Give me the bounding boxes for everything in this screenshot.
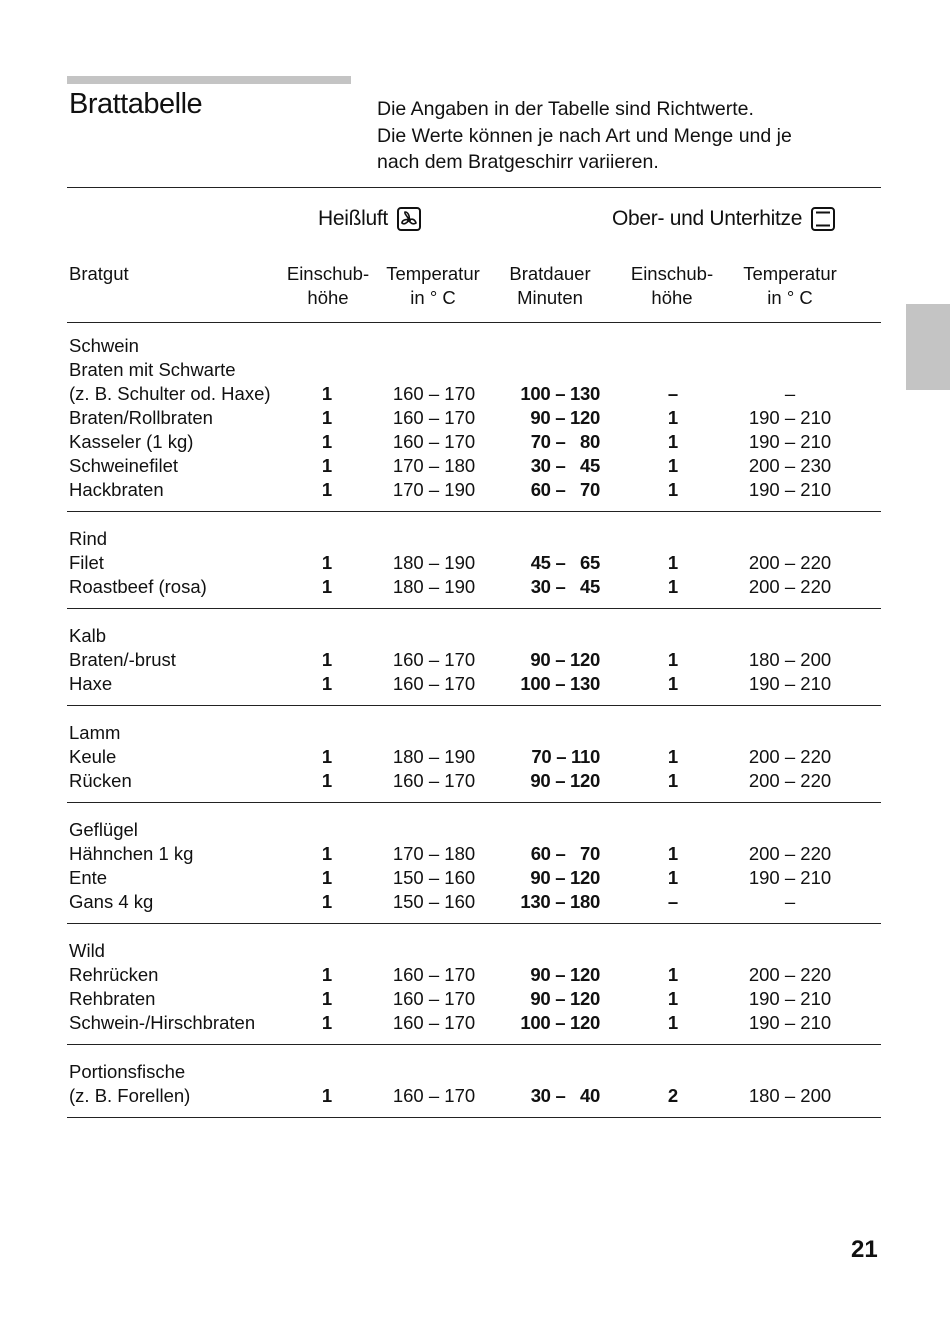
temperature-oberunter: 200 – 220 xyxy=(748,746,832,767)
col-header-bratdauer xyxy=(498,262,602,310)
col-header-text: in ° C xyxy=(767,287,813,308)
category-label: Kalb xyxy=(69,625,107,646)
table-row xyxy=(0,406,950,430)
shelf-level-heissluft: 1 xyxy=(321,843,333,864)
shelf-level-heissluft: 1 xyxy=(321,479,333,500)
temperature-heissluft: 150 – 160 xyxy=(392,867,476,888)
temperature-oberunter: 190 – 210 xyxy=(748,479,832,500)
table-row xyxy=(0,1011,950,1035)
roast-duration: 90 – 120 xyxy=(530,867,600,888)
shelf-level-heissluft: 1 xyxy=(321,552,333,573)
group-label-heissluft: Heißluft xyxy=(318,207,388,230)
shelf-level-oberunter: 1 xyxy=(667,770,679,791)
item-name: Keule xyxy=(69,746,117,767)
col-header-einschub2 xyxy=(620,262,724,310)
category-label: Portionsfische xyxy=(69,1061,186,1082)
item-name: Rücken xyxy=(69,770,132,791)
item-name: Braten/-brust xyxy=(69,649,176,670)
item-name: Haxe xyxy=(69,673,113,694)
item-name: Braten mit Schwarte xyxy=(69,359,236,380)
section-heading xyxy=(0,939,950,963)
top-bottom-heat-icon xyxy=(810,206,836,232)
col-header-text: Temperatur xyxy=(386,263,480,284)
table-row xyxy=(0,454,950,478)
roast-duration: 30 – 40 xyxy=(530,1085,600,1106)
temperature-heissluft: 160 – 170 xyxy=(392,1012,476,1033)
shelf-level-oberunter: – xyxy=(667,891,679,912)
col-header-temp2 xyxy=(736,262,844,310)
intro-line: Die Werte können je nach Art und Menge und je xyxy=(377,124,792,147)
shelf-level-heissluft: 1 xyxy=(321,383,333,404)
item-name: Ente xyxy=(69,867,108,888)
group-header-heissluft xyxy=(318,206,422,232)
table-row xyxy=(0,769,950,793)
temperature-oberunter: 200 – 230 xyxy=(748,455,832,476)
col-header-text: Bratgut xyxy=(69,263,129,284)
group-header-oberunter xyxy=(612,206,836,232)
col-header-text: Einschub- xyxy=(630,263,714,284)
roast-duration: 100 – 130 xyxy=(520,383,600,404)
temperature-heissluft: 160 – 170 xyxy=(392,673,476,694)
temperature-heissluft: 170 – 180 xyxy=(392,843,476,864)
table-row xyxy=(0,648,950,672)
item-name: Gans 4 kg xyxy=(69,891,154,912)
shelf-level-heissluft: 1 xyxy=(321,770,333,791)
section-heading xyxy=(0,1060,950,1084)
temperature-oberunter: 200 – 220 xyxy=(748,576,832,597)
shelf-level-heissluft: 1 xyxy=(321,867,333,888)
shelf-level-heissluft: 1 xyxy=(321,576,333,597)
shelf-level-heissluft: 1 xyxy=(321,1012,333,1033)
intro-line: nach dem Bratgeschirr variieren. xyxy=(377,151,659,173)
temperature-heissluft: 160 – 170 xyxy=(392,964,476,985)
section-rule xyxy=(67,705,881,706)
col-header-text: Minuten xyxy=(517,287,583,308)
col-header-bratgut xyxy=(69,262,129,286)
temperature-oberunter: 190 – 210 xyxy=(748,407,832,428)
roast-duration: 130 – 180 xyxy=(520,891,600,912)
col-header-text: Temperatur xyxy=(743,263,837,284)
temperature-oberunter: 200 – 220 xyxy=(748,843,832,864)
category-label: Wild xyxy=(69,940,105,961)
shelf-level-oberunter: 1 xyxy=(667,576,679,597)
temperature-oberunter: – xyxy=(784,891,796,912)
shelf-level-oberunter: 1 xyxy=(667,673,679,694)
temperature-oberunter: 200 – 220 xyxy=(748,770,832,791)
item-name: (z. B. Forellen) xyxy=(69,1085,191,1106)
temperature-heissluft: 160 – 170 xyxy=(392,383,476,404)
group-label-oberunter: Ober- und Unterhitze xyxy=(612,207,803,230)
section-heading xyxy=(0,818,950,842)
section-heading xyxy=(0,527,950,551)
table-row xyxy=(0,987,950,1011)
temperature-oberunter: – xyxy=(784,383,796,404)
roast-duration: 30 – 45 xyxy=(530,576,600,597)
shelf-level-oberunter: 1 xyxy=(667,964,679,985)
temperature-oberunter: 190 – 210 xyxy=(748,431,832,452)
item-name: Hähnchen 1 kg xyxy=(69,843,194,864)
section-rule xyxy=(67,802,881,803)
col-header-text: höhe xyxy=(307,287,349,308)
col-header-text: in ° C xyxy=(410,287,456,308)
temperature-heissluft: 160 – 170 xyxy=(392,407,476,428)
roast-duration: 70 – 80 xyxy=(530,431,600,452)
shelf-level-oberunter: 1 xyxy=(667,988,679,1009)
roast-duration: 45 – 65 xyxy=(530,552,600,573)
shelf-level-oberunter: – xyxy=(667,383,679,404)
page-title: Brattabelle xyxy=(69,88,203,120)
temperature-heissluft: 160 – 170 xyxy=(392,1085,476,1106)
roast-duration: 70 – 110 xyxy=(531,746,600,767)
temperature-heissluft: 180 – 190 xyxy=(392,576,476,597)
roast-duration: 90 – 120 xyxy=(530,407,600,428)
col-header-text: höhe xyxy=(651,287,693,308)
category-label: Geflügel xyxy=(69,819,138,840)
roast-duration: 90 – 120 xyxy=(530,988,600,1009)
col-header-text: Einschub- xyxy=(286,263,370,284)
table-row xyxy=(0,672,950,696)
shelf-level-heissluft: 1 xyxy=(321,988,333,1009)
table-row xyxy=(0,963,950,987)
roast-duration: 60 – 70 xyxy=(530,843,600,864)
temperature-oberunter: 190 – 210 xyxy=(748,867,832,888)
shelf-level-heissluft: 1 xyxy=(321,455,333,476)
intro-line: Die Angaben in der Tabelle sind Richtwerte. xyxy=(377,98,754,120)
section-rule xyxy=(67,1044,881,1045)
table-row xyxy=(0,382,950,406)
shelf-level-heissluft: 1 xyxy=(321,746,333,767)
table-row xyxy=(0,551,950,575)
temperature-heissluft: 150 – 160 xyxy=(392,891,476,912)
shelf-level-oberunter: 1 xyxy=(667,1012,679,1033)
table-row xyxy=(0,1084,950,1108)
item-name: Rehbraten xyxy=(69,988,156,1009)
shelf-level-oberunter: 1 xyxy=(667,746,679,767)
shelf-level-oberunter: 1 xyxy=(667,407,679,428)
item-name: Schwein-/Hirschbraten xyxy=(69,1012,256,1033)
item-name: Hackbraten xyxy=(69,479,164,500)
section-rule xyxy=(67,608,881,609)
item-name: Braten/Rollbraten xyxy=(69,407,213,428)
temperature-heissluft: 170 – 190 xyxy=(392,479,476,500)
section-rule xyxy=(67,1117,881,1118)
shelf-level-heissluft: 1 xyxy=(321,431,333,452)
shelf-level-heissluft: 1 xyxy=(321,673,333,694)
temperature-heissluft: 160 – 170 xyxy=(392,431,476,452)
intro-text xyxy=(377,96,877,176)
title-accent-bar xyxy=(67,76,351,84)
roast-duration: 100 – 130 xyxy=(520,673,600,694)
temperature-heissluft: 160 – 170 xyxy=(392,649,476,670)
roast-duration: 30 – 45 xyxy=(530,455,600,476)
item-name: Rehrücken xyxy=(69,964,159,985)
shelf-level-oberunter: 1 xyxy=(667,455,679,476)
section-heading xyxy=(0,624,950,648)
temperature-heissluft: 170 – 180 xyxy=(392,455,476,476)
temperature-oberunter: 190 – 210 xyxy=(748,1012,832,1033)
item-name: Roastbeef (rosa) xyxy=(69,576,207,597)
category-label: Schwein xyxy=(69,335,139,356)
shelf-level-oberunter: 1 xyxy=(667,843,679,864)
table-top-rule xyxy=(67,187,881,188)
temperature-heissluft: 180 – 190 xyxy=(392,552,476,573)
item-name: Schweinefilet xyxy=(69,455,179,476)
temperature-oberunter: 190 – 210 xyxy=(748,988,832,1009)
roast-duration: 100 – 120 xyxy=(520,1012,600,1033)
category-label: Lamm xyxy=(69,722,121,743)
shelf-level-heissluft: 1 xyxy=(321,649,333,670)
category-label: Rind xyxy=(69,528,108,549)
table-row xyxy=(0,890,950,914)
temperature-heissluft: 160 – 170 xyxy=(392,988,476,1009)
col-header-text: Bratdauer xyxy=(509,263,591,284)
table-row xyxy=(0,358,950,382)
temperature-oberunter: 200 – 220 xyxy=(748,552,832,573)
fan-heat-icon xyxy=(396,206,422,232)
shelf-level-oberunter: 1 xyxy=(667,552,679,573)
temperature-oberunter: 200 – 220 xyxy=(748,964,832,985)
table-row xyxy=(0,478,950,502)
table-row xyxy=(0,430,950,454)
item-name: (z. B. Schulter od. Haxe) xyxy=(69,383,271,404)
roast-duration: 90 – 120 xyxy=(530,964,600,985)
roast-duration: 90 – 120 xyxy=(530,649,600,670)
temperature-oberunter: 180 – 200 xyxy=(748,649,832,670)
shelf-level-heissluft: 1 xyxy=(321,1085,333,1106)
shelf-level-heissluft: 1 xyxy=(321,964,333,985)
section-heading xyxy=(0,334,950,358)
col-header-temp1 xyxy=(378,262,488,310)
table-row xyxy=(0,866,950,890)
shelf-level-oberunter: 1 xyxy=(667,431,679,452)
table-row xyxy=(0,842,950,866)
section-rule xyxy=(67,923,881,924)
temperature-oberunter: 180 – 200 xyxy=(748,1085,832,1106)
shelf-level-oberunter: 1 xyxy=(667,867,679,888)
shelf-level-heissluft: 1 xyxy=(321,891,333,912)
shelf-level-heissluft: 1 xyxy=(321,407,333,428)
table-row xyxy=(0,575,950,599)
temperature-oberunter: 190 – 210 xyxy=(748,673,832,694)
temperature-heissluft: 160 – 170 xyxy=(392,770,476,791)
roast-duration: 90 – 120 xyxy=(530,770,600,791)
header-rule xyxy=(67,322,881,323)
roast-duration: 60 – 70 xyxy=(530,479,600,500)
table-row xyxy=(0,745,950,769)
shelf-level-oberunter: 1 xyxy=(667,479,679,500)
section-rule xyxy=(67,511,881,512)
col-header-einschub1 xyxy=(276,262,380,310)
section-heading xyxy=(0,721,950,745)
shelf-level-oberunter: 1 xyxy=(667,649,679,670)
item-name: Filet xyxy=(69,552,104,573)
item-name: Kasseler (1 kg) xyxy=(69,431,194,452)
temperature-heissluft: 180 – 190 xyxy=(392,746,476,767)
page-number: 21 xyxy=(851,1236,878,1263)
shelf-level-oberunter: 2 xyxy=(667,1085,679,1106)
